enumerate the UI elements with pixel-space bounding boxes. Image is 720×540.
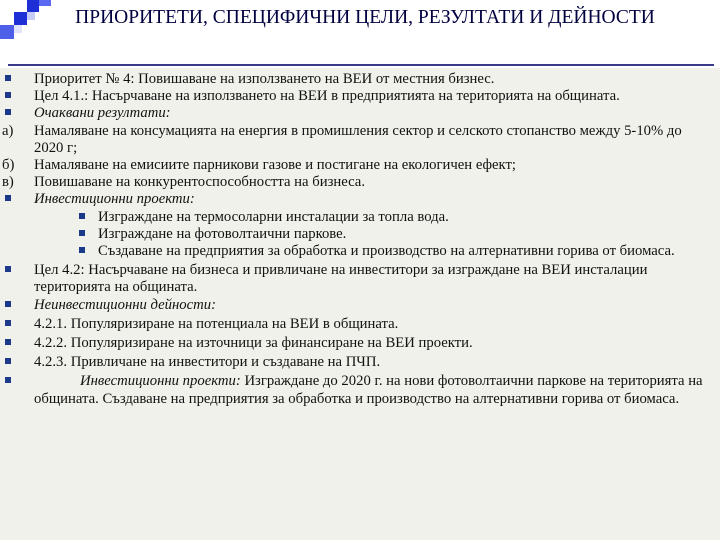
item-text: Изграждане на термосоларни инсталации за топла вода. — [98, 208, 449, 225]
bullet-icon — [2, 191, 28, 208]
list-item-investment-projects — [0, 191, 716, 208]
list-item-goal-4-2 — [0, 262, 716, 296]
item-italic-prefix: Инвестиционни проекти: — [80, 373, 241, 390]
letter-marker: б) — [2, 157, 15, 174]
item-text: 4.2.2. Популяризиране на източници за финансиране на ВЕИ проекти. — [34, 335, 473, 352]
list-item-result-b — [0, 157, 716, 174]
list-subitem-photovoltaic — [0, 226, 716, 243]
content-area — [0, 68, 720, 540]
title-divider — [8, 64, 714, 66]
bullet-icon — [2, 373, 28, 390]
item-text: Неинвестиционни дейности: — [34, 296, 217, 313]
item-text: Цел 4.2: Насърчаване на бизнеса и привличане на инвеститори за изграждане на ВЕИ инсталации територията на общината. — [34, 262, 648, 296]
bullet-icon — [2, 105, 28, 122]
bullet-icon — [2, 262, 28, 279]
bullet-list — [0, 71, 716, 408]
item-text: Създаване на предприятия за обработка и производство на алтернативни горива от биомаса. — [98, 243, 675, 260]
list-item-4-2-2 — [0, 335, 716, 352]
item-text: Намаляване на консумацията на енергия в промишления сектор и селското стопанство между 5-10% до 2020 г; — [34, 122, 682, 156]
bullet-icon — [76, 226, 102, 243]
item-text: 4.2.3. Привличане на инвеститори и създаване на ПЧП. — [34, 354, 381, 371]
list-item-investment-projects-final — [0, 373, 716, 407]
item-text: Цел 4.1.: Насърчаване на използването на ВЕИ в предприятията на територията на общината. — [34, 88, 620, 105]
item-text: Инвестиционни проекти: — [34, 191, 195, 208]
item-text: Намаляване на емисиите парникови газове и постигане на екологичен ефект; — [34, 157, 516, 174]
list-item-goal-4-1 — [0, 88, 716, 105]
item-text: 4.2.1. Популяризиране на потенциала на ВЕИ в общината. — [34, 315, 399, 332]
list-item-4-2-3 — [0, 354, 716, 371]
item-text: Очаквани резултати: — [34, 105, 171, 122]
list-subitem-biomass — [0, 243, 716, 260]
bullet-icon — [2, 335, 28, 352]
bullet-icon — [2, 88, 28, 105]
letter-marker: в) — [2, 174, 14, 191]
list-item-expected-results — [0, 105, 716, 122]
bullet-icon — [2, 316, 28, 333]
list-item-priority — [0, 71, 716, 88]
item-text: Приоритет № 4: Повишаване на използването на ВЕИ от местния бизнес. — [34, 71, 495, 87]
item-text: Повишаване на конкурентоспособността на бизнеса. — [34, 174, 365, 191]
bullet-icon — [2, 354, 28, 371]
bullet-icon — [2, 71, 28, 88]
bullet-icon — [2, 297, 28, 314]
bullet-icon — [76, 243, 102, 260]
item-text: Изграждане на фотоволтаични паркове. — [98, 225, 347, 242]
list-subitem-thermosolar — [0, 209, 716, 226]
list-item-4-2-1 — [0, 316, 716, 333]
list-item-result-c — [0, 174, 716, 191]
letter-marker: а) — [2, 122, 14, 139]
bullet-icon — [76, 209, 102, 226]
list-item-result-a — [0, 123, 716, 157]
page-title: ПРИОРИТЕТИ, СПЕЦИФИЧНИ ЦЕЛИ, РЕЗУЛТАТИ И ДЕЙНОСТИ — [75, 7, 655, 28]
list-item-non-investment — [0, 297, 716, 314]
item-text: Изграждане до 2020 г. на нови фотоволтаични паркове на територията на общината. Създаване на предприятия за обработка и производство на алтернативни горива от биомаса. — [34, 373, 703, 407]
